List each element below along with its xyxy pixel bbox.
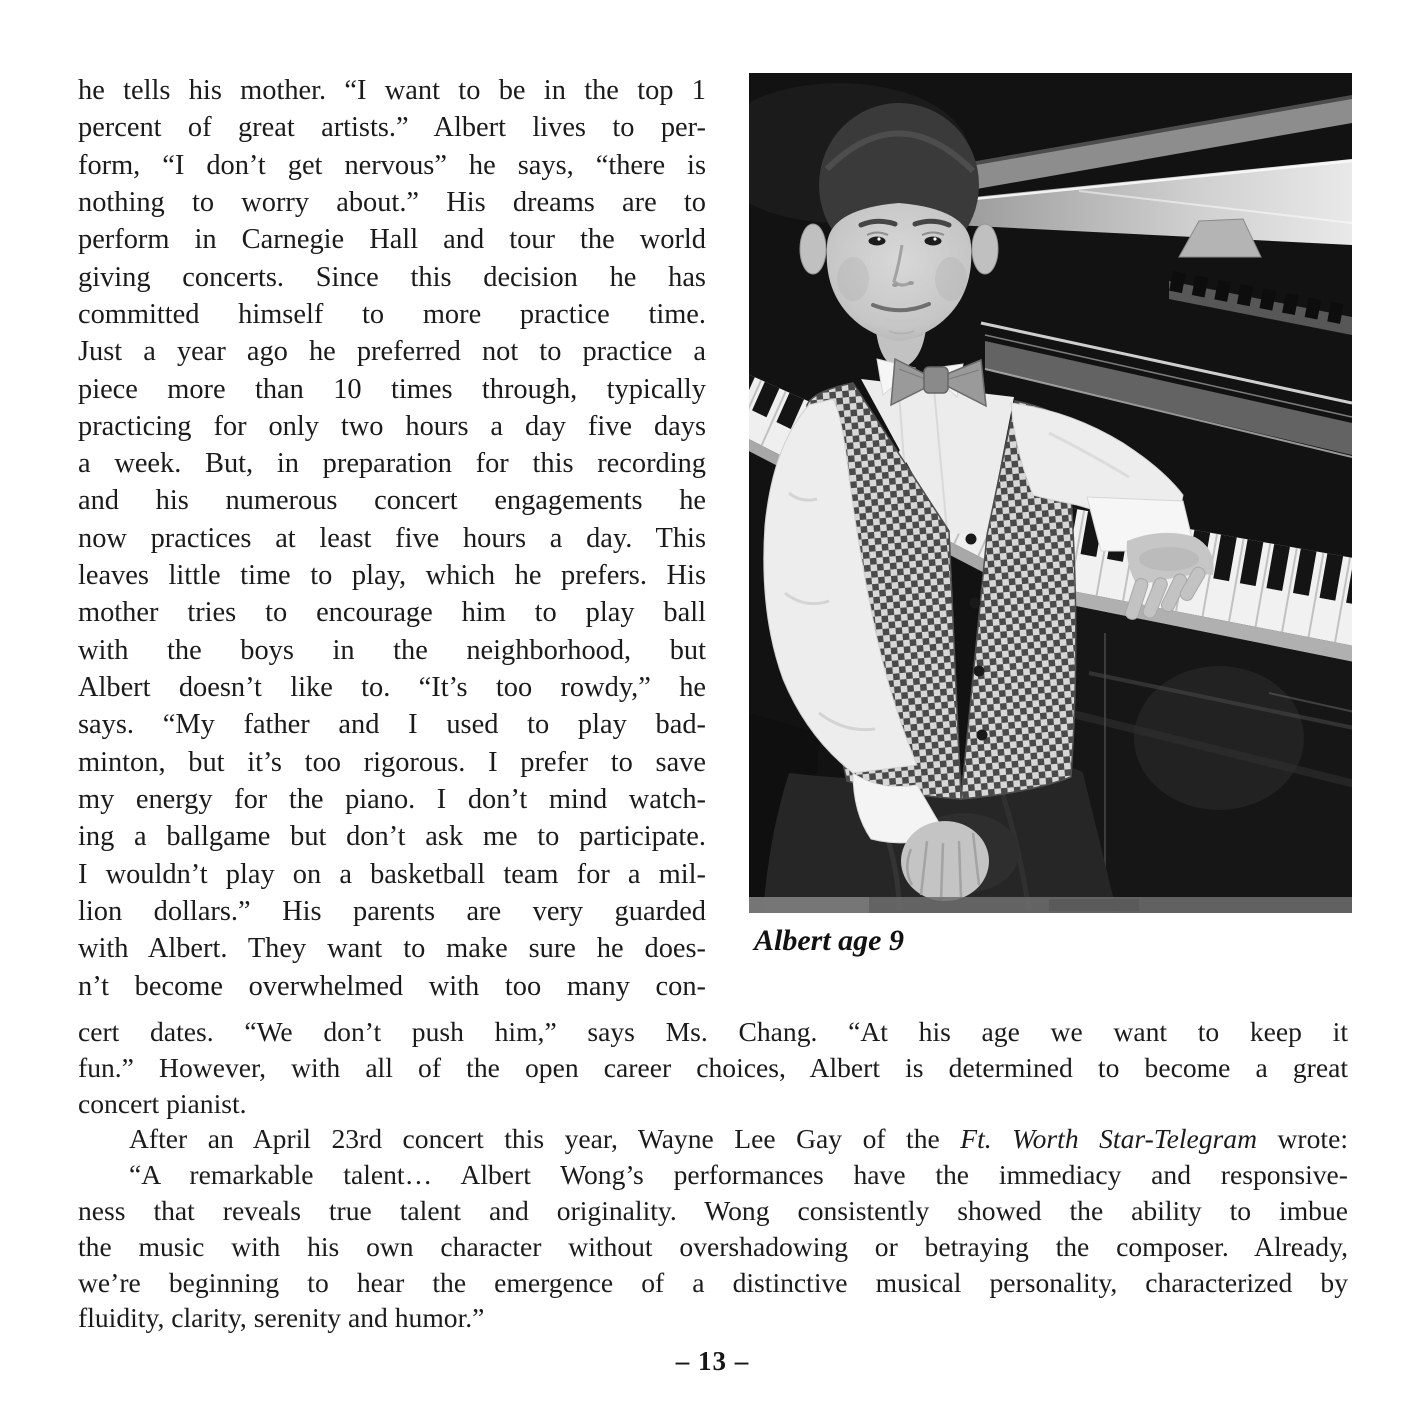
right-ear — [972, 224, 998, 274]
text-line: n’t become overwhelmed with too many con- — [78, 970, 706, 1002]
photo-figure — [749, 73, 1352, 958]
albert-piano-photo — [749, 73, 1352, 913]
text-line: committed himself to more practice time. — [78, 298, 706, 330]
text-line: lion dollars.” His parents are very guarded — [78, 895, 706, 927]
text-line: perform in Carnegie Hall and tour the world — [78, 224, 706, 256]
paragraph-continuation — [78, 1014, 1348, 1121]
text-line: I wouldn’t play on a basketball team for a mil- — [78, 858, 706, 890]
text-line: cert dates. “We don’t push him,” says Ms. Chang. “At his age we want to keep it — [78, 1016, 1348, 1047]
text-line: a week. But, in preparation for this recording — [78, 448, 706, 480]
text-line: leaves little time to play, which he prefers. His — [78, 560, 706, 592]
text-line: minton, but it’s too rigorous. I prefer to save — [78, 746, 706, 778]
telegram-line-after: wrote: — [1257, 1123, 1348, 1155]
text-line: mother tries to encourage him to play ball — [78, 597, 706, 629]
text-line: says. “My father and I used to play bad- — [78, 709, 706, 741]
text-line: now practices at least five hours a day. This — [78, 522, 706, 554]
telegram-line-before: After an April 23rd concert this year, Wayne Lee Gay of the — [129, 1123, 961, 1155]
text-line: with the boys in the neighborhood, but — [78, 634, 706, 666]
photo-caption: Albert age 9 — [754, 924, 904, 957]
text-line: fluidity, clarity, serenity and humor.” — [78, 1302, 485, 1334]
text-line: “A remarkable talent… Albert Wong’s performances have the immediacy and responsive- — [129, 1159, 1348, 1191]
text-line: fun.” However, with all of the open career choices, Albert is determined to become a great — [78, 1051, 1348, 1083]
left-ear — [800, 224, 826, 274]
text-line: the music with his own character without overshadowing or betraying the composer. Already, — [78, 1230, 1348, 1262]
text-line: ness that reveals true talent and originality. Wong consistently showed the ability to imbue — [78, 1194, 1348, 1226]
text-line: percent of great artists.” Albert lives to per- — [78, 112, 706, 144]
page-number: – 13 – — [675, 1346, 750, 1376]
text-line: we’re beginning to hear the emergence of a distinctive musical personality, characterized by — [78, 1266, 1348, 1298]
text-line: my energy for the piano. I don’t mind watch- — [78, 783, 706, 815]
review-quote-paragraph — [78, 1157, 1348, 1336]
photo-bottom-strip — [749, 897, 1352, 913]
newspaper-title: Ft. Worth Star-Telegram — [960, 1123, 1257, 1155]
text-line: Albert doesn’t like to. “It’s too rowdy,” he — [78, 672, 706, 703]
text-line: concert pianist. — [78, 1087, 247, 1119]
body-text-full-width — [78, 1014, 1348, 1336]
text-line: nothing to worry about.” His dreams are to — [78, 186, 706, 218]
text-line: and his numerous concert engagements he — [78, 485, 706, 517]
text-line: ing a ballgame but don’t ask me to participate. — [78, 821, 706, 853]
text-line: form, “I don’t get nervous” he says, “there is — [78, 149, 706, 181]
text-line: giving concerts. Since this decision he has — [78, 261, 706, 293]
body-text-column — [78, 72, 706, 1005]
telegram-line — [78, 1121, 1348, 1157]
text-line: Just a year ago he preferred not to practice a — [78, 336, 706, 368]
text-line: he tells his mother. “I want to be in the top 1 — [78, 75, 706, 106]
text-line: piece more than 10 times through, typically — [78, 373, 706, 405]
text-line: with Albert. They want to make sure he does- — [78, 933, 706, 965]
text-line: practicing for only two hours a day five days — [78, 410, 706, 442]
left-hand — [901, 821, 989, 901]
